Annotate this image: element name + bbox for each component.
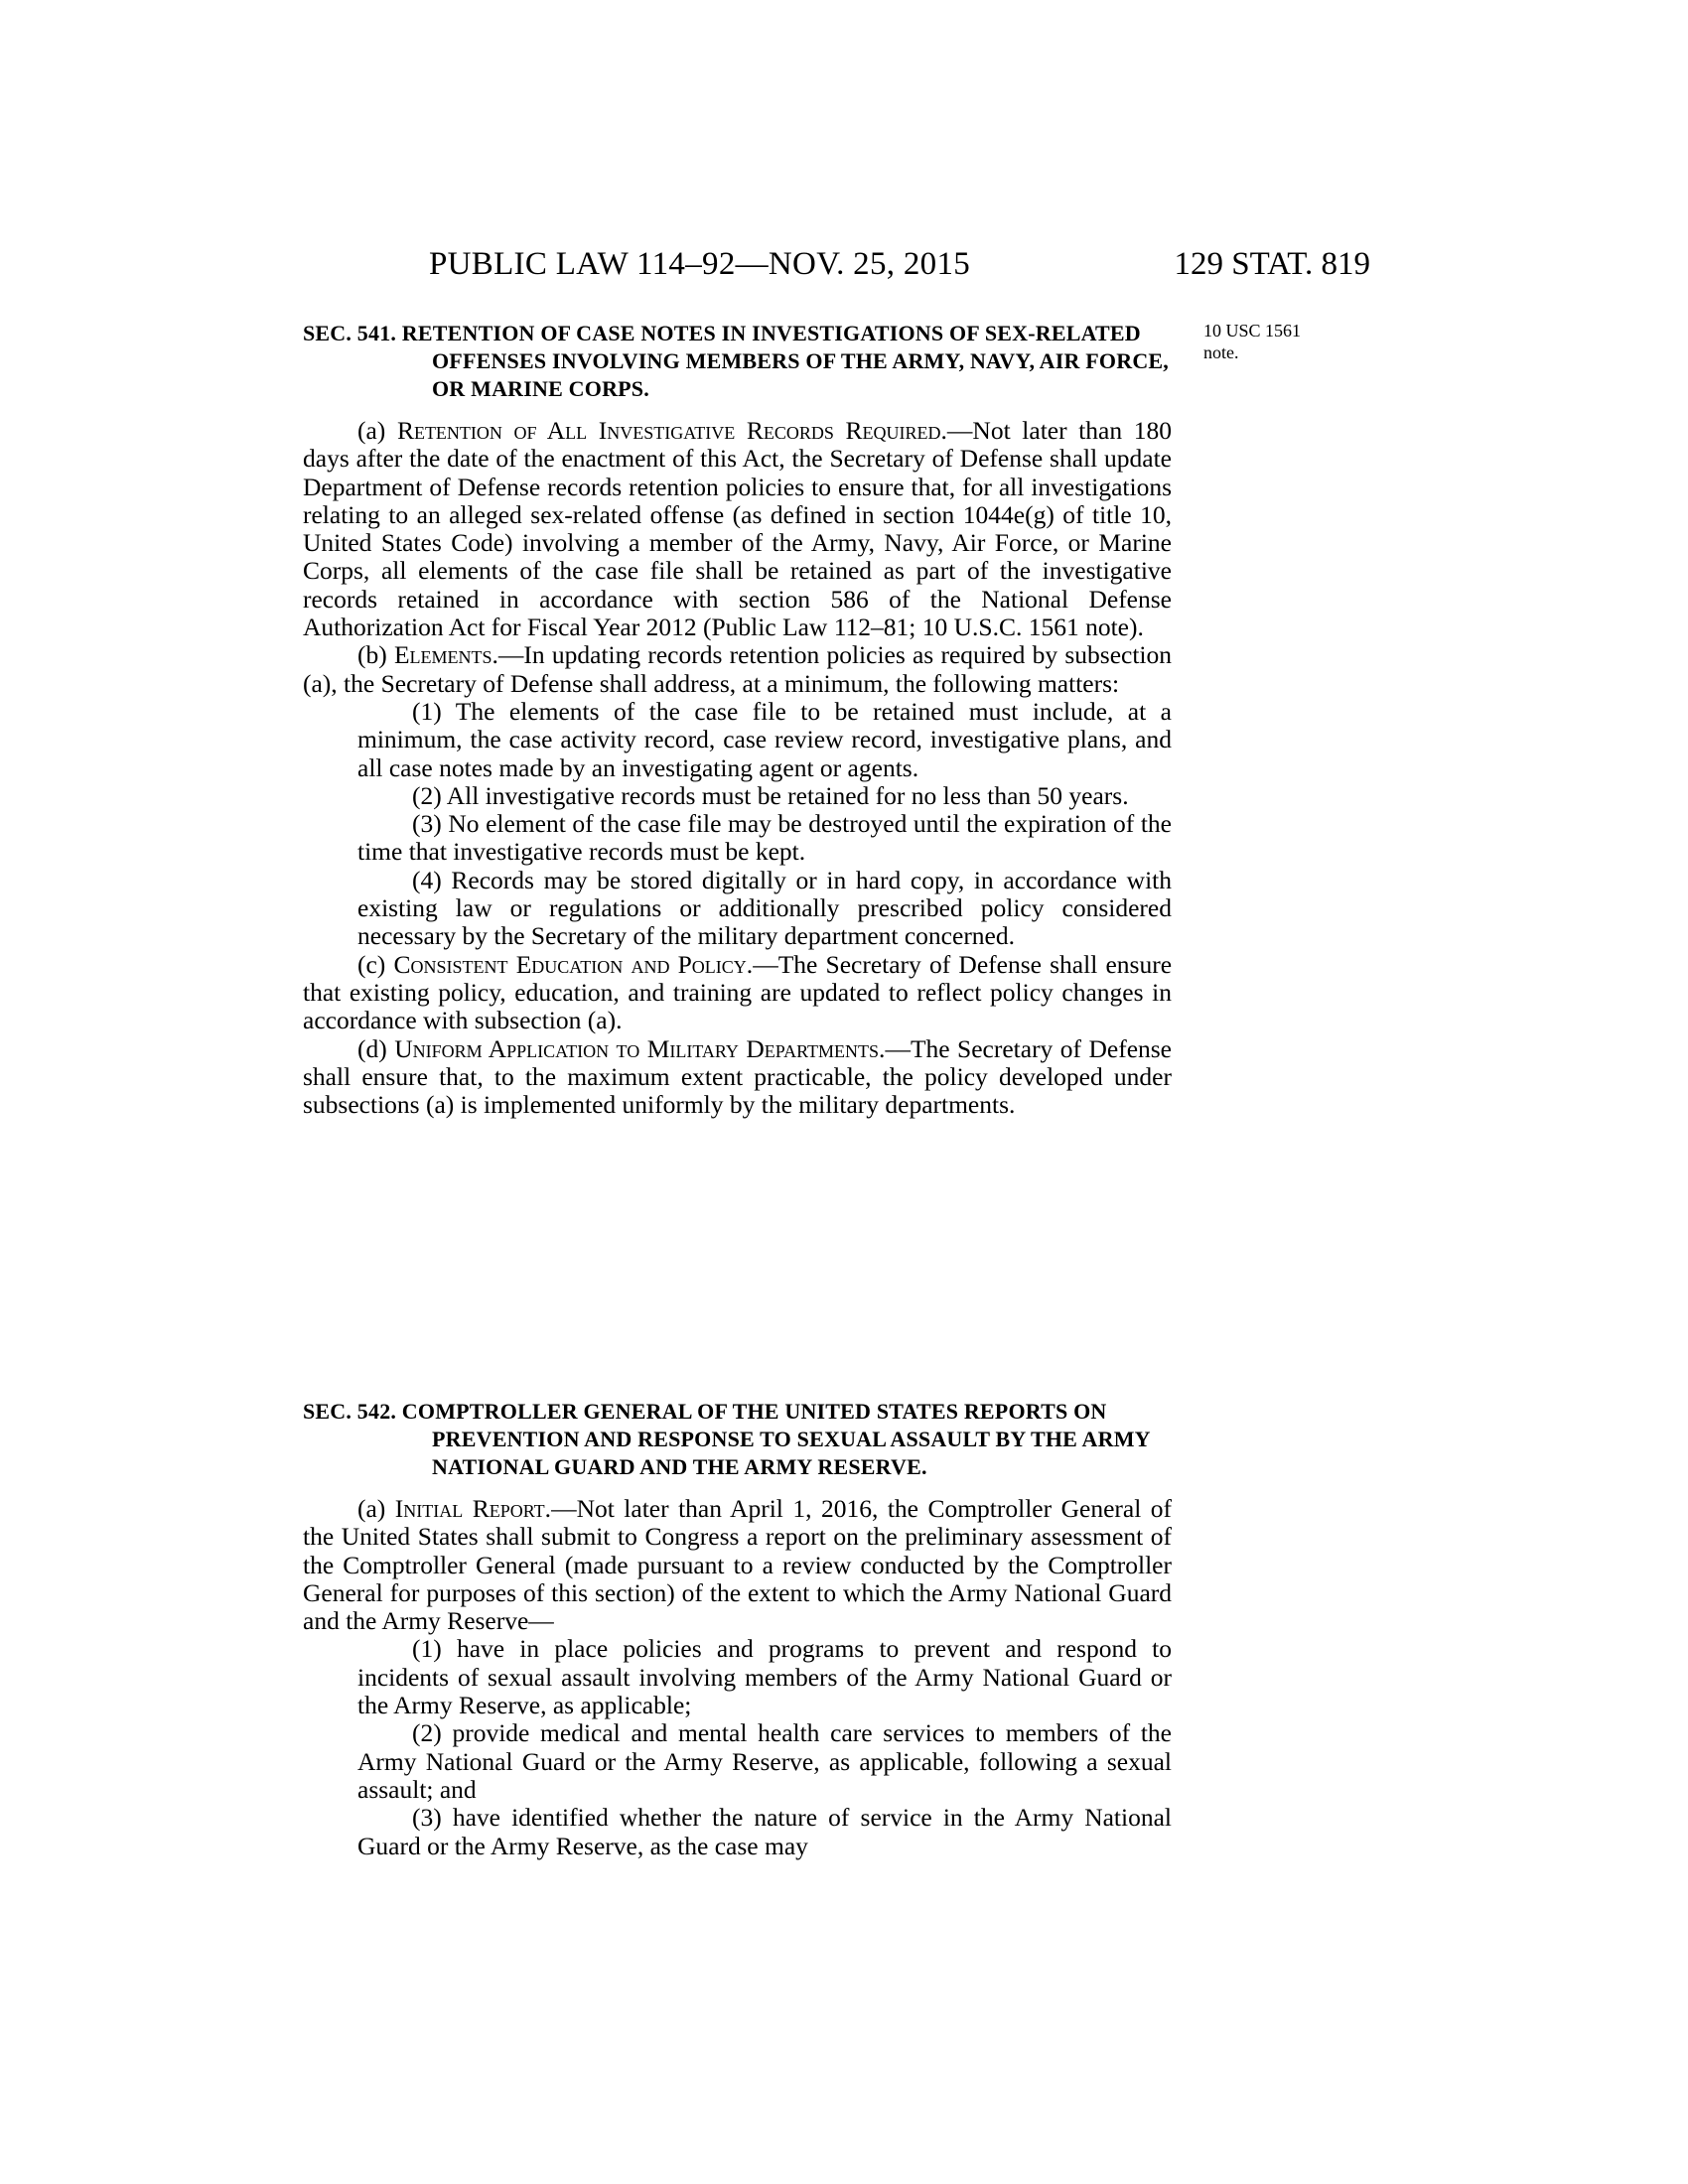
margin-note-usc: 10 USC 1561 note. (1203, 321, 1302, 362)
subsection-text: —The Secretary of Defense shall ensure that existing policy, education, and training are updated to reflect policy changes in accordance with subsection (a). (303, 949, 1173, 1035)
subsection-text: —The Secretary of Defense shall ensure that, to the maximum extent practicable, the policy developed under subsections (a) is implemented uniformly by the military departments. (303, 1033, 1173, 1120)
subsection-541-c (303, 951, 1172, 1035)
running-head: PUBLIC LAW 114–92—NOV. 25, 2015 (429, 246, 971, 282)
subsection-541-b (303, 641, 1172, 698)
section-541 (303, 320, 1172, 1119)
paragraph-541-b-4: (4) Records may be stored digitally or in hard copy, in accordance with existing law or regulations or additionally prescribed policy considered necessary by the Secretary of the military department concerned. (357, 865, 1172, 951)
subsection-caption: Retention of All Investigative Records Required. (396, 416, 947, 445)
paragraph-541-b-1: (1) The elements of the case file to be retained must include, at a minimum, the case activity record, case review record, investigative plans, and all case notes made by an investigating agent or agents. (357, 696, 1172, 782)
subsection-label: (c) (357, 949, 394, 979)
subsection-label: (b) (357, 640, 394, 670)
paragraph-542-a-2: (2) provide medical and mental health care services to members of the Army National Guard or the Army Reserve, as applicable, following a sexual assault; and (357, 1718, 1172, 1804)
subsection-text: —Not later than April 1, 2016, the Comptroller General of the United States shall submit to Congress a report on the preliminary assessment of the Comptroller General (made pursuant to a review conducted by the Comptroller General for purposes of this section) of the extent to which the Army National Guard and the Army Reserve— (303, 1494, 1173, 1636)
subsection-caption: Elements. (393, 640, 498, 670)
paragraph-541-b-3: (3) No element of the case file may be destroyed until the expiration of the time that investigative records must be kept. (357, 809, 1172, 867)
subsection-label: (a) (357, 1494, 395, 1523)
paragraph-541-b-2: (2) All investigative records must be retained for no less than 50 years. (412, 780, 1129, 810)
subsection-label: (a) (357, 416, 397, 445)
statute-page-reference: 129 STAT. 819 (1174, 246, 1370, 282)
section-541-heading: SEC. 541. RETENTION OF CASE NOTES IN INVESTIGATIONS OF SEX-RELATED OFFENSES INVOLVING MEMBERS OF THE ARMY, NAVY, AIR FORCE, OR MARINE CORPS. (303, 321, 1169, 401)
subsection-542-a (303, 1495, 1172, 1635)
section-542-heading: SEC. 542. COMPTROLLER GENERAL OF THE UNITED STATES REPORTS ON PREVENTION AND RESPONSE TO SEXUAL ASSAULT BY THE ARMY NATIONAL GUARD AND THE ARMY RESERVE. (303, 1399, 1150, 1479)
paragraph-542-a-3: (3) have identified whether the nature of service in the Army National Guard or the Army Reserve, as the case may (357, 1803, 1172, 1860)
subsection-text: —In updating records retention policies as required by subsection (a), the Secretary of Defense shall address, at a minimum, the following matters: (303, 640, 1173, 698)
subsection-541-a (303, 417, 1172, 641)
subsection-text: —Not later than 180 days after the date of the enactment of this Act, the Secretary of Defense shall update Department of Defense records retention policies to ensure that, for all investigations relating to an alleged sex-related offense (as defined in section 1044e(g) of title 10, United States Code) involving a member of the Army, Navy, Air Force, or Marine Corps, all elements of the case file shall be retained as part of the investigative records retained in accordance with section 586 of the National Defense Authorization Act for Fiscal Year 2012 (Public Law 112–81; 10 U.S.C. 1561 note). (303, 416, 1172, 642)
subsection-label: (d) (357, 1033, 395, 1063)
subsection-caption: Initial Report. (394, 1494, 552, 1523)
paragraph-542-a-1: (1) have in place policies and programs to prevent and respond to incidents of sexual assault involving members of the Army National Guard or the Army Reserve, as applicable; (357, 1634, 1172, 1720)
section-542 (303, 1398, 1172, 1860)
subsection-caption: Uniform Application to Military Departments. (394, 1033, 886, 1063)
subsection-caption: Consistent Education and Policy. (393, 949, 754, 979)
subsection-541-d (303, 1035, 1172, 1120)
